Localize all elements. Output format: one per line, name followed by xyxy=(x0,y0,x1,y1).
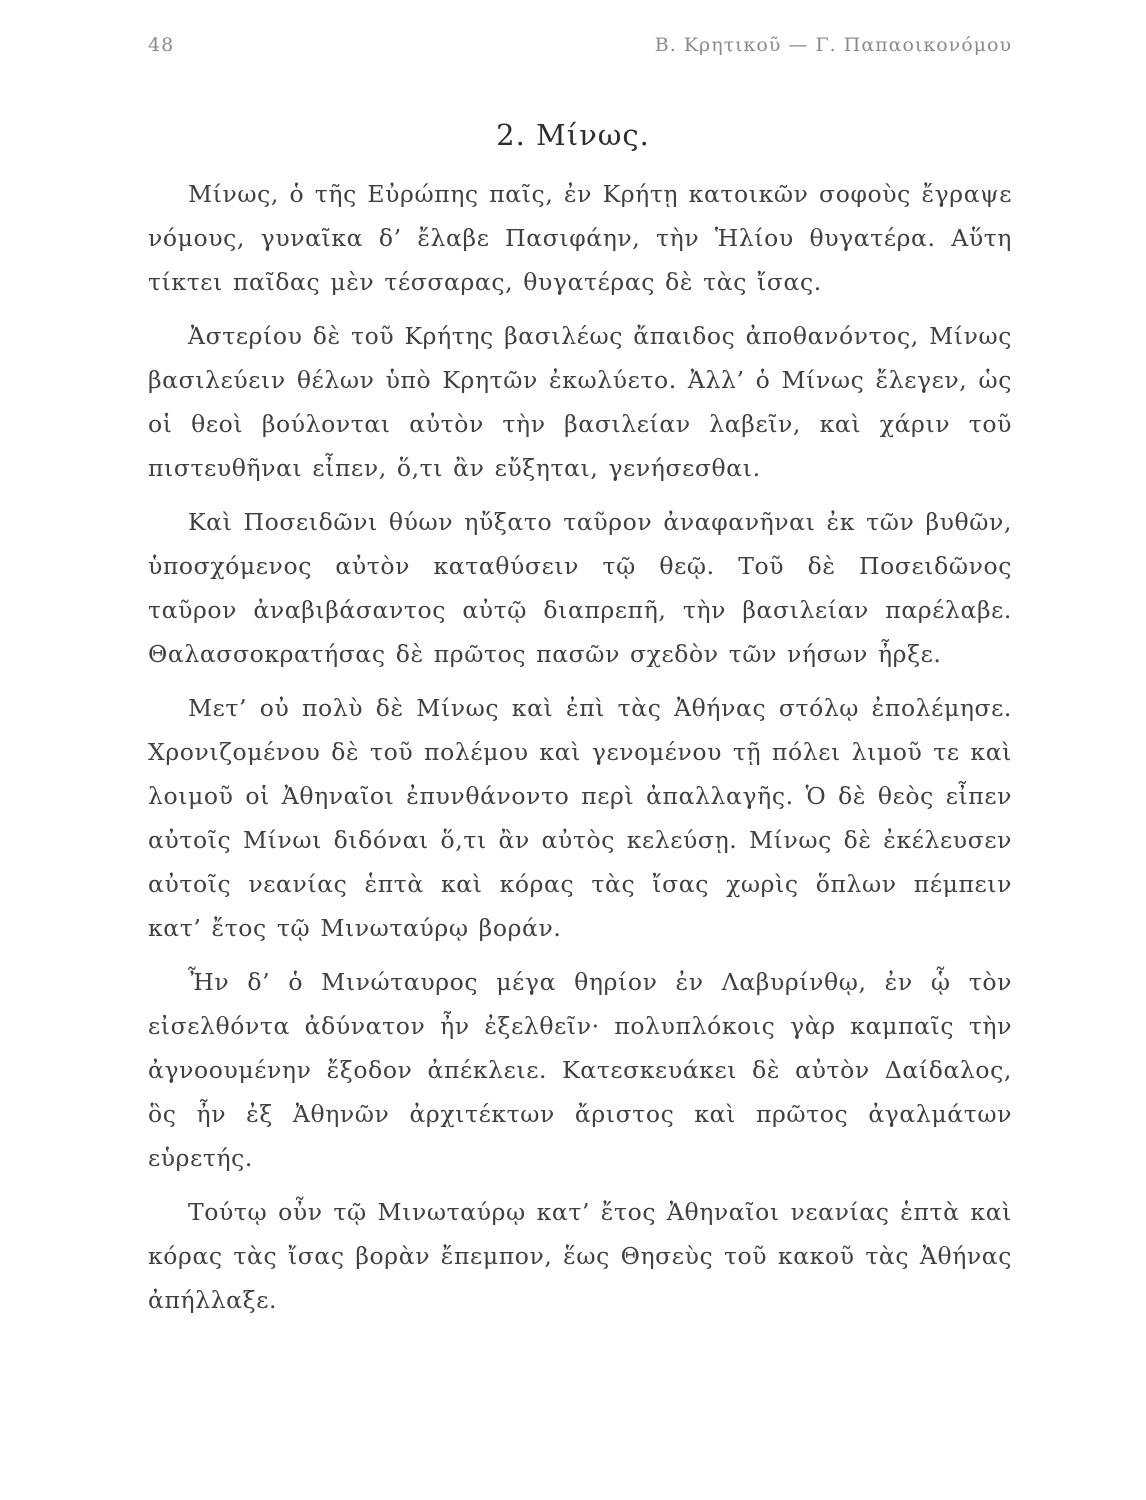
paragraph-2: Ἀστερίου δὲ τοῦ Κρήτης βασιλέως ἄπαιδος ἀποθανόντος, Μίνως βασιλεύειν θέλων ὑπὸ Κρητῶν ἐκωλύετο. Ἀλλ’ ὁ Μίνως ἔλεγεν, ὡς οἱ θεοὶ βούλονται αὐτὸν τὴν βασιλείαν λαβεῖν, καὶ χάριν τοῦ πιστευθῆναι εἶπεν, ὅ,τι ἂν εὔξηται, γενήσεσθαι. xyxy=(148,322,1012,482)
paragraph-6: Τούτῳ οὖν τῷ Μινωταύρῳ κατ’ ἔτος Ἀθηναῖοι νεανίας ἑπτὰ καὶ κόρας τὰς ἴσας βορὰν ἔπεμπον, ἕως Θησεὺς τοῦ κακοῦ τὰς Ἀθήνας ἀπήλλαξε. xyxy=(148,1198,1012,1314)
paragraph-1: Μίνως, ὁ τῆς Εὐρώπης παῖς, ἐν Κρήτῃ κατοικῶν σοφοὺς ἔγραψε νόμους, γυναῖκα δ’ ἔλαβε Πασιφάην, τὴν Ἡλίου θυγατέρα. Αὕτη τίκτει παῖδας μὲν τέσσαρας, θυγατέρας δὲ τὰς ἴσας. xyxy=(148,180,1012,296)
running-head xyxy=(148,34,1012,64)
text-body xyxy=(148,172,1012,1332)
section-title: 2. Μίνως. xyxy=(496,118,650,152)
paragraph-3: Καὶ Ποσειδῶνι θύων ηὔξατο ταῦρον ἀναφανῆναι ἐκ τῶν βυθῶν, ὑποσχόμενος αὐτὸν καταθύσειν τῷ θεῷ. Τοῦ δὲ Ποσειδῶνος ταῦρον ἀναβιβάσαντος αὐτῷ διαπρεπῆ, τὴν βασιλείαν παρέλαβε. Θαλασσοκρατήσας δὲ πρῶτος πασῶν σχεδὸν τῶν νήσων ἦρξε. xyxy=(148,508,1012,668)
page-number: 48 xyxy=(148,34,175,56)
paragraph-4: Μετ’ οὐ πολὺ δὲ Μίνως καὶ ἐπὶ τὰς Ἀθήνας στόλῳ ἐπολέμησε. Χρονιζομένου δὲ τοῦ πολέμου καὶ γενομένου τῇ πόλει λιμοῦ τε καὶ λοιμοῦ οἱ Ἀθηναῖοι ἐπυνθάνοντο περὶ ἀπαλλαγῆς. Ὁ δὲ θεὸς εἶπεν αὐτοῖς Μίνωι διδόναι ὅ,τι ἂν αὐτὸς κελεύσῃ. Μίνως δὲ ἐκέλευσεν αὐτοῖς νεανίας ἑπτὰ καὶ κόρας τὰς ἴσας χωρὶς ὅπλων πέμπειν κατ’ ἔτος τῷ Μινωταύρῳ βοράν. xyxy=(148,694,1012,942)
paragraph-5: Ἦν δ’ ὁ Μινώταυρος μέγα θηρίον ἐν Λαβυρίνθῳ, ἐν ᾧ τὸν εἰσελθόντα ἀδύνατον ἦν ἐξελθεῖν· πολυπλόκοις γὰρ καμπαῖς τὴν ἀγνοουμένην ἔξοδον ἀπέκλειε. Κατεσκευάκει δὲ αὐτὸν Δαίδαλος, ὃς ἦν ἐξ Ἀθηνῶν ἀρχιτέκτων ἄριστος καὶ πρῶτος ἀγαλμάτων εὑρετής. xyxy=(148,968,1012,1172)
running-title: Β. Κρητικοῦ — Γ. Παπαοικονόμου xyxy=(654,34,1012,56)
